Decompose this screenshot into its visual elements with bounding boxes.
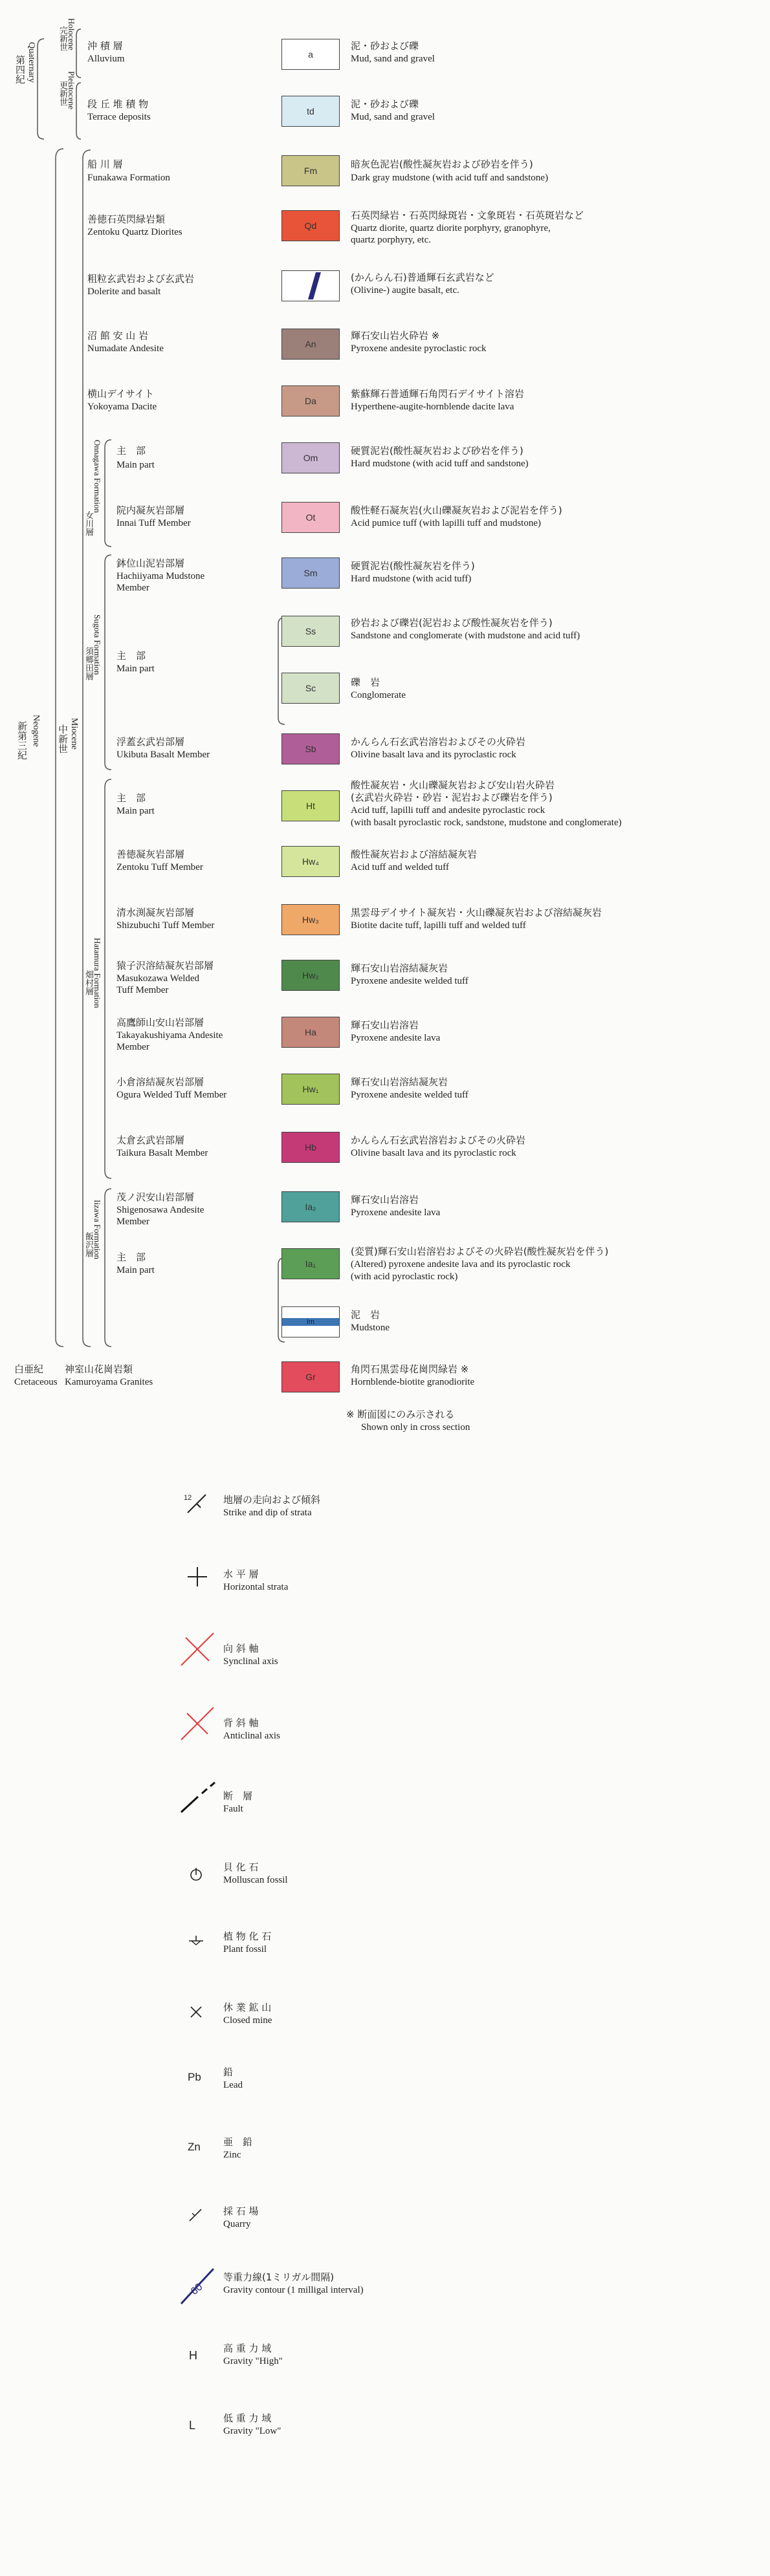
unit-desc-en: Hard mudstone (with acid tuff and sandstone)	[351, 459, 529, 469]
unit-name-en: Funakawa Formation	[87, 173, 170, 183]
unit-name-en: Innai Tuff Member	[116, 518, 191, 528]
unit-name-en: Ogura Welded Tuff Member	[116, 1090, 227, 1100]
unit-swatch-dolerite	[281, 270, 340, 301]
unit-swatch-Im-band: Im	[282, 1318, 339, 1326]
symbol-label-jp: 低 重 力 域	[223, 2412, 272, 2424]
unit-desc-en: Olivine basalt lava and its pyroclastic rock	[351, 750, 516, 760]
unit-swatch-Fm: Fm	[281, 155, 340, 186]
unit-desc-jp: かんらん石玄武岩溶岩およびその火砕岩	[351, 736, 526, 748]
symbol-label-jp: 向 斜 軸	[223, 1643, 259, 1654]
gravity-low-icon: L	[189, 2419, 196, 2432]
unit-desc-jp: 輝石安山岩溶結凝灰岩	[351, 962, 448, 974]
unit-name-en: Main part	[116, 664, 155, 674]
onnagawa-en-label: Onnagawa Formation	[93, 440, 102, 514]
quaternary-en-label: Quaternary	[27, 42, 36, 83]
unit-desc-en: Hornblende-biotite granodiorite	[351, 1377, 475, 1387]
unit-swatch-Ia1: Ia₁	[281, 1248, 340, 1279]
unit-desc-en: (Olivine-) augite basalt, etc.	[351, 285, 459, 296]
symbol-label-jp: 高 重 力 域	[223, 2343, 272, 2354]
symbol-label-jp: 貝 化 石	[223, 1861, 259, 1873]
unit-desc-en: Olivine basalt lava and its pyroclastic rock	[351, 1148, 516, 1158]
unit-desc-jp: 暗灰色泥岩(酸性凝灰岩および砂岩を伴う)	[351, 158, 533, 170]
unit-name-jp: 善徳石英閃緑岩類	[87, 213, 166, 225]
unit-swatch-Ha: Ha	[281, 1017, 340, 1048]
symbol-label-en: Lead	[223, 2080, 243, 2090]
unit-desc-en: Acid tuff and welded tuff	[351, 862, 449, 872]
unit-name-en: Shizubuchi Tuff Member	[116, 920, 215, 931]
unit-name-en: Taikura Basalt Member	[116, 1148, 208, 1158]
unit-desc-en: (Altered) pyroxene andesite lava and its pyroclastic rock	[351, 1259, 571, 1270]
symbol-label-en: Plant fossil	[223, 1944, 267, 1954]
unit-desc-jp: 輝石安山岩溶岩	[351, 1194, 419, 1206]
unit-desc-en: (with acid pyroclastic rock)	[351, 1272, 458, 1282]
sugota-jp-label: 須郷田層	[83, 647, 93, 680]
unit-name-jp: 高鷹師山安山岩部層	[116, 1017, 204, 1028]
gravity-contour-icon	[175, 2264, 220, 2311]
unit-name-en: Masukozawa Welded	[116, 973, 200, 984]
holocene-en-label: Holocene	[67, 18, 76, 50]
unit-desc-jp: 泥・砂および礫	[351, 98, 419, 110]
lead-icon: Pb	[188, 2071, 201, 2083]
zinc-icon: Zn	[188, 2141, 201, 2153]
unit-name-jp: 茂ノ沢安山岩部層	[116, 1191, 195, 1203]
plant-fossil-icon	[186, 1931, 206, 1953]
unit-name-jp: 院内凝灰岩部層	[116, 504, 185, 516]
unit-desc-jp: 酸性軽石凝灰岩(火山礫凝灰岩および泥岩を伴う)	[351, 504, 562, 516]
unit-desc-jp: 輝石安山岩溶岩	[351, 1019, 419, 1031]
quaternary-jp-label: 第四紀	[14, 55, 26, 84]
unit-swatch-Im	[281, 1306, 340, 1337]
miocene-en-label: Miocene	[69, 718, 79, 750]
holocene-jp-label: 完新世	[58, 26, 67, 51]
unit-name-jp: 浮蓋玄武岩部層	[116, 736, 185, 748]
symbol-label-en: Gravity contour (1 milligal interval)	[223, 2285, 364, 2295]
unit-desc-en: quartz porphyry, etc.	[351, 235, 431, 245]
symbol-label-en: Molluscan fossil	[223, 1875, 288, 1885]
symbol-label-en: Anticlinal axis	[223, 1731, 280, 1741]
fault-icon	[176, 1779, 221, 1820]
unit-name-en: Terrace deposits	[87, 112, 151, 122]
cross-section-note-en: Shown only in cross section	[361, 1422, 470, 1433]
iizawa-jp-label: 飯沢層	[83, 1232, 93, 1257]
unit-swatch-Sc: Sc	[281, 673, 340, 704]
cretaceous-en-label: Cretaceous	[14, 1377, 58, 1387]
unit-name-en: Main part	[116, 1265, 155, 1275]
unit-desc-jp: (変質)輝石安山岩溶岩およびその火砕岩(酸性凝灰岩を伴う)	[351, 1246, 609, 1257]
unit-name-jp: 沼 館 安 山 岩	[87, 330, 149, 341]
unit-desc-en: Pyroxene andesite pyroclastic rock	[351, 343, 487, 354]
unit-name-jp: 段 丘 堆 積 物	[87, 98, 149, 110]
closed-mine-icon	[188, 2004, 204, 2023]
unit-desc-en: Pyroxene andesite lava	[351, 1033, 441, 1043]
gravity-contour-value: 60	[188, 2281, 205, 2298]
unit-name-jp: 主 部	[116, 1251, 146, 1263]
cross-section-note-jp: ※ 断面図にのみ示される	[346, 1409, 455, 1420]
unit-desc-en: Hyperthene-augite-hornblende dacite lava	[351, 402, 514, 412]
unit-desc-en: Mud, sand and gravel	[351, 54, 435, 64]
unit-swatch-Hw3: Hw₃	[281, 904, 340, 935]
unit-name-en: Dolerite and basalt	[87, 287, 161, 297]
unit-name-en: Takayakushiyama Andesite	[116, 1030, 223, 1041]
unit-desc-en: Pyroxene andesite welded tuff	[351, 1090, 468, 1100]
horizontal-strata-icon	[184, 1564, 210, 1592]
unit-desc-en: Quartz diorite, quartz diorite porphyry, granophyre,	[351, 223, 551, 233]
unit-name-jp: 太倉玄武岩部層	[116, 1134, 185, 1146]
unit-swatch-An: An	[281, 329, 340, 360]
unit-desc-en: Mud, sand and gravel	[351, 112, 435, 122]
cretaceous-jp-label: 白亜紀	[14, 1363, 44, 1375]
unit-desc-jp: 硬質泥岩(酸性凝灰岩を伴う)	[351, 560, 475, 572]
strike-dip-icon	[181, 1491, 214, 1519]
symbol-label-en: Closed mine	[223, 2015, 272, 2026]
unit-swatch-Om: Om	[281, 442, 340, 473]
unit-name-en: Main part	[116, 460, 155, 470]
unit-desc-jp: 角閃石黒雲母花崗閃緑岩 ※	[351, 1363, 469, 1375]
symbol-label-jp: 休 業 鉱 山	[223, 2002, 272, 2013]
pleistocene-en-label: Pleistocene	[67, 71, 76, 110]
unit-name-en2: Tuff Member	[116, 985, 169, 995]
iizawa-en-label: Iizawa Formation	[93, 1200, 102, 1260]
unit-name-en: Alluvium	[87, 54, 125, 64]
unit-desc-jp: 石英閃緑岩・石英閃緑斑岩・文象斑岩・石英斑岩など	[351, 210, 584, 221]
unit-name-en2: Member	[116, 1217, 149, 1227]
dike-symbol-icon	[282, 271, 339, 301]
unit-desc-jp: (かんらん石)普通輝石玄武岩など	[351, 272, 494, 283]
unit-swatch-Ia2: Ia₂	[281, 1191, 340, 1222]
unit-swatch-Hb: Hb	[281, 1132, 340, 1163]
unit-desc-en: Conglomerate	[351, 690, 406, 700]
unit-name-en: Hachiiyama Mudstone	[116, 571, 205, 581]
unit-name-en: Yokoyama Dacite	[87, 402, 157, 412]
unit-desc-jp: 泥 岩	[351, 1309, 380, 1321]
unit-desc-jp: 紫蘇輝石普通輝石角閃石デイサイト溶岩	[351, 388, 524, 400]
unit-name-jp: 主 部	[116, 445, 146, 457]
unit-name-jp: 横山デイサイト	[87, 388, 154, 400]
unit-name-en: Shigenosawa Andesite	[116, 1205, 204, 1215]
unit-swatch-Qd: Qd	[281, 210, 340, 241]
unit-desc-en: (with basalt pyroclastic rock, sandstone, mudstone and conglomerate)	[351, 817, 622, 828]
symbol-label-en: Horizontal strata	[223, 1582, 289, 1592]
unit-name-en2: Member	[116, 583, 149, 593]
unit-desc-en: Acid pumice tuff (with lapilli tuff and mudstone)	[351, 518, 541, 528]
unit-desc-jp: 礫 岩	[351, 676, 380, 688]
symbol-label-jp: 等重力線(1ミリガル間隔)	[223, 2271, 335, 2283]
quarry-icon	[186, 2205, 205, 2227]
unit-desc-jp: 酸性凝灰岩および溶結凝灰岩	[351, 849, 478, 860]
symbol-label-en: Zinc	[223, 2150, 241, 2160]
unit-swatch-td: td	[281, 96, 340, 127]
unit-desc-jp: 硬質泥岩(酸性凝灰岩および砂岩を伴う)	[351, 445, 523, 457]
unit-desc-jp2: (玄武岩火砕岩・砂岩・泥岩および礫岩を伴う)	[351, 792, 553, 803]
symbol-label-jp: 鉛	[223, 2066, 234, 2078]
unit-swatch-Hw4: Hw₄	[281, 846, 340, 877]
unit-swatch-Ot: Ot	[281, 502, 340, 533]
unit-swatch-Hw2: Hw₂	[281, 960, 340, 991]
unit-swatch-Hw1: Hw₁	[281, 1074, 340, 1105]
unit-desc-en: Pyroxene andesite lava	[351, 1207, 441, 1218]
symbol-label-en: Gravity "High"	[223, 2356, 283, 2366]
sugota-en-label: Sugota Formation	[93, 614, 102, 675]
unit-swatch-Da: Da	[281, 385, 340, 417]
unit-desc-en: Acid tuff, lapilli tuff and andesite pyroclastic rock	[351, 805, 545, 816]
symbol-label-jp: 地層の走向および傾斜	[223, 1494, 321, 1506]
symbol-label-jp: 採 石 場	[223, 2205, 259, 2217]
unit-name-jp: 主 部	[116, 792, 146, 804]
gravity-high-icon: H	[189, 2349, 197, 2362]
unit-swatch-Gr: Gr	[281, 1361, 340, 1392]
unit-swatch-Ht: Ht	[281, 790, 340, 821]
unit-desc-en: Pyroxene andesite welded tuff	[351, 976, 468, 986]
unit-name-jp: 船 川 層	[87, 158, 123, 170]
unit-swatch-Ss: Ss	[281, 616, 340, 647]
neogene-en-label: Neogene	[31, 715, 41, 747]
unit-name-en: Zentoku Tuff Member	[116, 862, 203, 872]
symbol-label-en: Fault	[223, 1804, 243, 1814]
symbol-label-jp: 植 物 化 石	[223, 1931, 272, 1942]
unit-desc-en: Dark gray mudstone (with acid tuff and sandstone)	[351, 173, 549, 183]
symbol-label-jp: 背 斜 軸	[223, 1717, 259, 1729]
unit-name-en2: Member	[116, 1042, 149, 1052]
unit-desc-en: Biotite dacite tuff, lapilli tuff and welded tuff	[351, 920, 526, 931]
molluscan-fossil-icon	[186, 1864, 206, 1886]
neogene-jp-label: 新第三紀	[16, 721, 28, 760]
anticlinal-axis-icon	[178, 1704, 217, 1746]
hatamura-en-label: Hatamura Formation	[93, 938, 102, 1008]
unit-name-jp: 主 部	[116, 650, 146, 662]
synclinal-axis-icon	[178, 1630, 217, 1671]
symbol-label-jp: 水 平 層	[223, 1568, 259, 1580]
unit-desc-en: Mudstone	[351, 1323, 390, 1333]
unit-name-jp: 小倉溶結凝灰岩部層	[116, 1076, 204, 1088]
hatamura-jp-label: 畑村層	[83, 970, 93, 995]
onnagawa-jp-label: 女川層	[83, 511, 93, 536]
unit-name-jp: 鉢位山泥岩部層	[116, 557, 185, 569]
unit-name-en: Zentoku Quartz Diorites	[87, 227, 182, 237]
symbol-label-en: Gravity "Low"	[223, 2426, 281, 2436]
unit-name-en: Kamuroyama Granites	[65, 1377, 153, 1387]
unit-desc-jp: 酸性凝灰岩・火山礫凝灰岩および安山岩火砕岩	[351, 779, 555, 791]
unit-swatch-a: a	[281, 39, 340, 70]
unit-name-jp: 清水渕凝灰岩部層	[116, 907, 195, 918]
unit-name-jp: 粗粒玄武岩および玄武岩	[87, 273, 195, 285]
unit-name-en: Ukibuta Basalt Member	[116, 750, 210, 760]
unit-name-jp: 沖 積 層	[87, 40, 123, 52]
unit-desc-jp: 泥・砂および礫	[351, 40, 419, 52]
unit-swatch-Sb: Sb	[281, 733, 340, 764]
symbol-label-en: Synclinal axis	[223, 1656, 278, 1667]
unit-desc-jp: 輝石安山岩火砕岩 ※	[351, 330, 440, 341]
unit-desc-jp: 輝石安山岩溶結凝灰岩	[351, 1076, 448, 1088]
unit-desc-jp: 黒雲母デイサイト凝灰岩・火山礫凝灰岩および溶結凝灰岩	[351, 907, 602, 918]
unit-name-jp: 猿子沢溶結凝灰岩部層	[116, 960, 214, 971]
unit-desc-en: Sandstone and conglomerate (with mudstone and acid tuff)	[351, 631, 580, 641]
symbol-label-jp: 断 層	[223, 1790, 253, 1802]
symbol-label-en: Strike and dip of strata	[223, 1508, 312, 1518]
strike-dip-value: 12	[184, 1494, 192, 1502]
pleistocene-jp-label: 更新世	[58, 81, 67, 106]
unit-name-en: Numadate Andesite	[87, 343, 164, 354]
unit-desc-en: Hard mudstone (with acid tuff)	[351, 574, 472, 584]
symbol-label-en: Quarry	[223, 2219, 251, 2229]
unit-name-jp: 神室山花崗岩類	[65, 1363, 133, 1375]
unit-name-jp: 善徳凝灰岩部層	[116, 849, 185, 860]
miocene-jp-label: 中新世	[57, 724, 69, 753]
unit-desc-jp: 砂岩および礫岩(泥岩および酸性凝灰岩を伴う)	[351, 617, 553, 629]
unit-swatch-Sm: Sm	[281, 557, 340, 589]
symbol-label-jp: 亜 鉛	[223, 2136, 253, 2148]
unit-name-en: Main part	[116, 806, 155, 816]
unit-desc-jp: かんらん石玄武岩溶岩およびその火砕岩	[351, 1134, 526, 1146]
